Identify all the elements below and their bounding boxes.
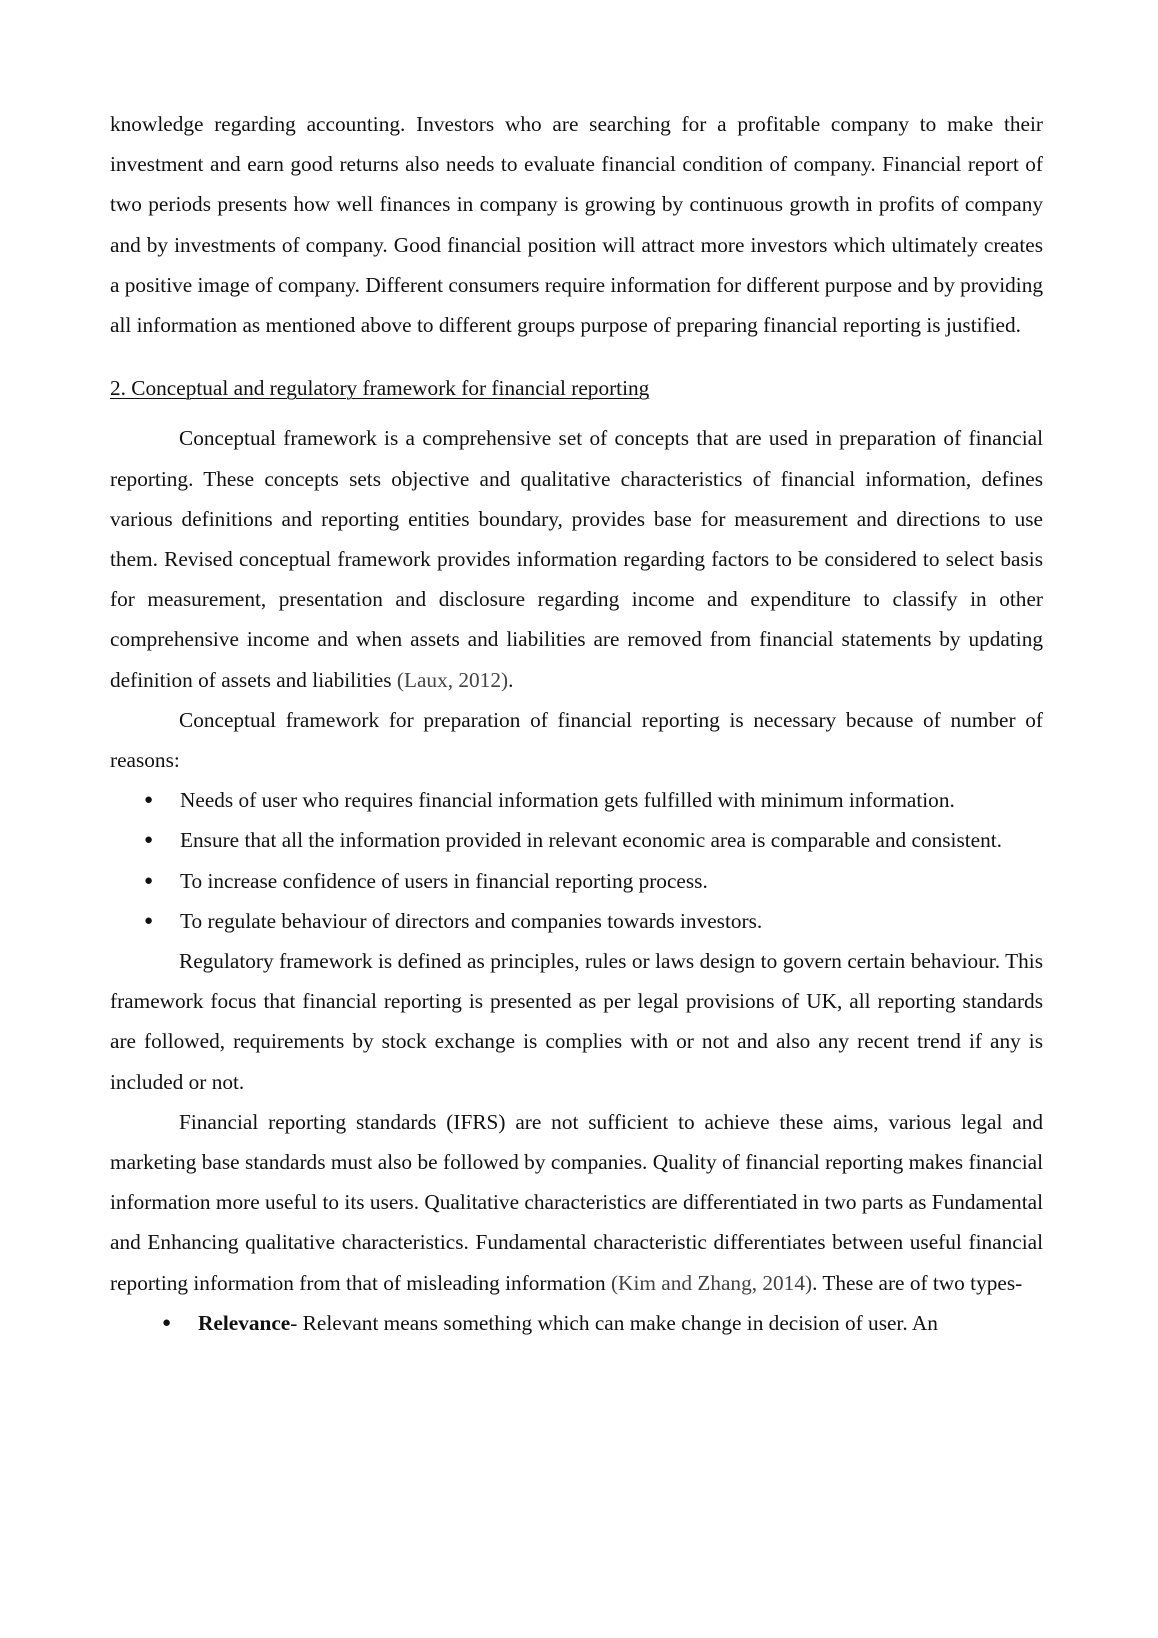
paragraph-text: Financial reporting standards (IFRS) are not sufficient to achieve these aims, various legal and marketing base standards must also be followed by companies. Quality of financial reporting makes financial information more useful to its users. Qualitative characteristics are differentiated in two parts as Fundamental and Enhancing qualitative characteristics. Fundamental characteristic differentiates between useful financial reporting information from that of misleading information <box>110 1109 1043 1295</box>
paragraph-tail: . These are of two types- <box>812 1270 1023 1295</box>
document-page <box>110 104 1043 1343</box>
bullet-icon: ● <box>162 1314 172 1331</box>
list-item-text: To increase confidence of users in financial reporting process. <box>180 868 708 893</box>
list-item-text: - Relevant means something which can make change in decision of user. An <box>290 1310 938 1335</box>
list-item-text: Needs of user who requires financial information gets fulfilled with minimum information. <box>180 788 955 813</box>
regulatory-framework-paragraph: Regulatory framework is defined as principles, rules or laws design to govern certain behaviour. This framework focus that financial reporting is presented as per legal provisions of UK, all reporting standards are followed, requirements by stock exchange is complies with or not and also any recent trend if any is included or not. <box>110 949 1043 1094</box>
citation-laux: (Laux, 2012) <box>396 667 509 692</box>
list-item <box>110 780 1043 820</box>
bullet-icon: ● <box>144 872 154 889</box>
reasons-intro-paragraph: Conceptual framework for preparation of financial reporting is necessary because of number of reasons: <box>110 707 1043 773</box>
section-heading: 2. Conceptual and regulatory framework for financial reporting <box>110 376 650 401</box>
term-relevance: Relevance <box>198 1310 291 1335</box>
conceptual-framework-paragraph <box>110 418 1043 699</box>
intro-paragraph: knowledge regarding accounting. Investors who are searching for a profitable company to make their investment and earn good returns also needs to evaluate financial condition of company. Financial report of two periods presents how well finances in company is growing by continuous growth in profits of company and by investments of company. Good financial position will attract more investors which ultimately creates a positive image of company. Different consumers require information for different purpose and by providing all information as mentioned above to different groups purpose of preparing financial reporting is justified. <box>110 112 1043 338</box>
list-item <box>110 901 1043 941</box>
citation-kim-zhang: (Kim and Zhang, 2014) <box>610 1270 813 1295</box>
list-item <box>110 861 1043 901</box>
reasons-list <box>110 780 1043 941</box>
list-item-text: To regulate behaviour of directors and companies towards investors. <box>180 908 763 933</box>
bullet-icon: ● <box>144 792 154 809</box>
list-item-text: Ensure that all the information provided in relevant economic area is comparable and consistent. <box>180 828 1003 853</box>
paragraph-text: Conceptual framework is a comprehensive set of concepts that are used in preparation of financial reporting. These concepts sets objective and qualitative characteristics of financial information, defines various definitions and reporting entities boundary, provides base for measurement and directions to use them. Revised conceptual framework provides information regarding factors to be considered to select basis for measurement, presentation and disclosure regarding income and expenditure to classify in other comprehensive income and when assets and liabilities are removed from financial statements by updating definition of assets and liabilities <box>110 426 1043 692</box>
paragraph-tail: . <box>508 667 514 692</box>
bullet-icon: ● <box>144 912 154 929</box>
list-item <box>110 820 1043 860</box>
characteristic-types-list <box>110 1303 1043 1343</box>
list-item <box>110 1303 1043 1343</box>
ifrs-paragraph <box>110 1102 1043 1303</box>
bullet-icon: ● <box>144 832 154 849</box>
